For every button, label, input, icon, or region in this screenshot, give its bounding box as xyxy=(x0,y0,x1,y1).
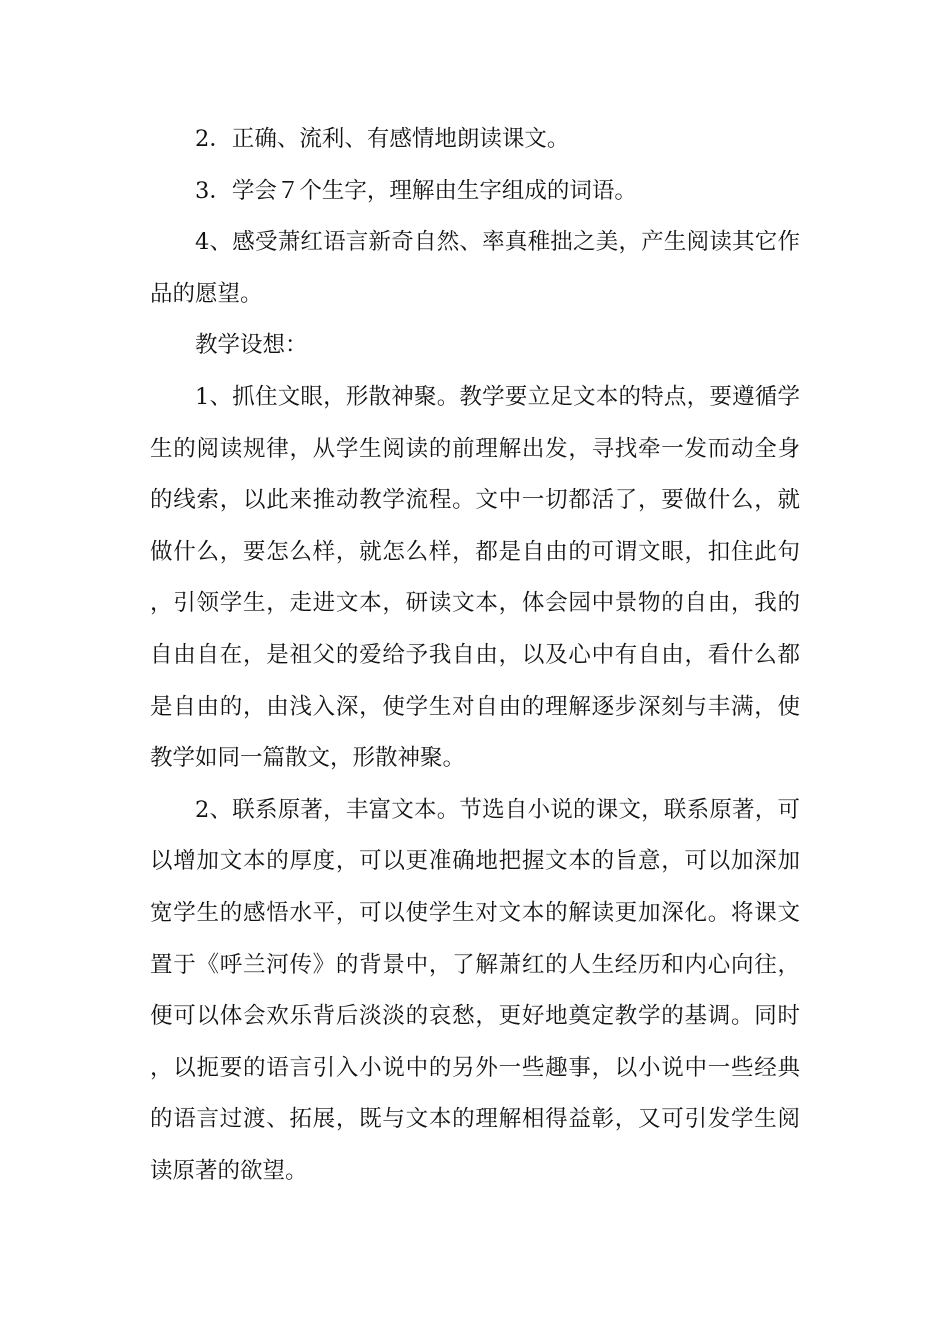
teaching-plan-heading: 教学设想： xyxy=(195,332,308,359)
teaching-plan-paragraph-1: 1、抓住文眼，形散神聚。教学要立足文本的特点，要遵循学生的阅读规律，从学生阅读的前理解出发，寻找牵一发而动全身的线索，以此来推动教学流程。文中一切都活了，要做什么，就做什么，要怎么样，就怎么样，都是自由的可谓文眼，扣住此句，引领学生，走进文本，研读文本，体会园中景物的自由，我的自由自在，是祖父的爱给予我自由，以及心中有自由，看什么都是自由的，由浅入深，使学生对自由的理解逐步深刻与丰满，使教学如同一篇散文，形散神聚。 xyxy=(150,383,800,772)
objective-paragraph-4: 4、感受萧红语言新奇自然、率真稚拙之美，产生阅读其它作品的愿望。 xyxy=(150,229,800,307)
teaching-plan-paragraph-2: 2、联系原著，丰富文本。节选自小说的课文，联系原著，可以增加文本的厚度，可以更准确地把握文本的旨意，可以加深加宽学生的感悟水平，可以使学生对文本的解读更加深化。将课文置于《呼兰河传》的背景中，了解萧红的人生经历和内心向往，便可以体会欢乐背后淡淡的哀愁，更好地奠定教学的基调。同时，以扼要的语言引入小说中的另外一些趣事，以小说中一些经典的语言过渡、拓展，既与文本的理解相得益彰，又可引发学生阅读原著的欲望。 xyxy=(150,796,800,1184)
document-body xyxy=(150,114,800,1197)
objective-paragraph-2: 2．正确、流利、有感情地朗读课文。 xyxy=(195,126,570,152)
objective-paragraph-3: 3．学会７个生字，理解由生字组成的词语。 xyxy=(195,177,637,204)
